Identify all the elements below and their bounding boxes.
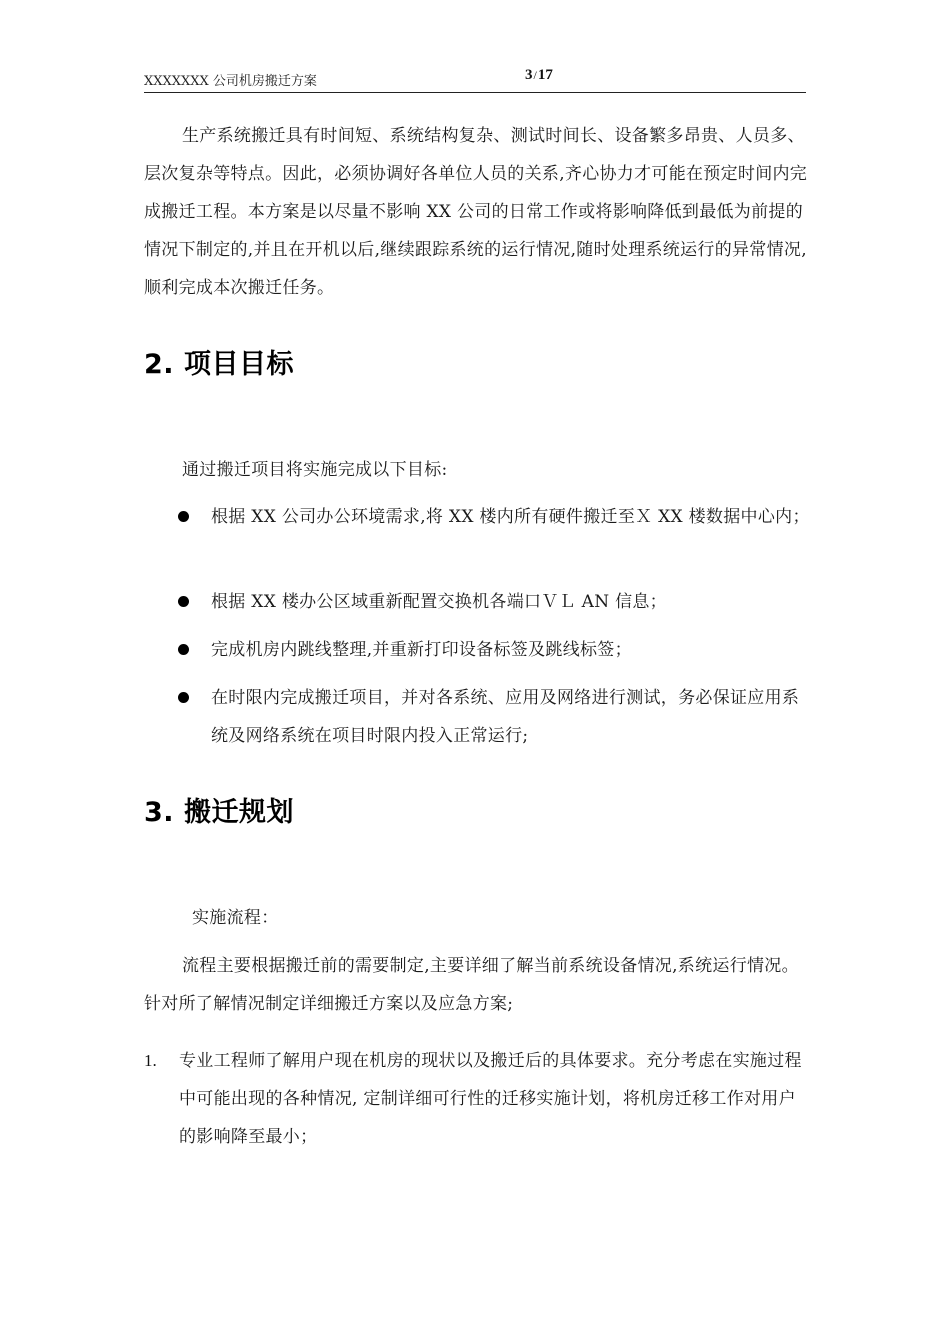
list-item-text: 根据 XX 公司办公环境需求,将 XX 楼内所有硬件搬迁至Ｘ XX 楼数据中心内；: [211, 507, 810, 527]
section-2-lead: 通过搬迁项目将实施完成以下目标:: [182, 460, 448, 480]
page-current: 3: [525, 67, 533, 83]
page-number: [525, 67, 553, 84]
page-separator: /: [533, 68, 537, 82]
bullet-icon: [178, 596, 189, 607]
section-3-paragraph: 流程主要根据搬迁前的需要制定,主要详细了解当前系统设备情况,系统运行情况。针对所了解情况制定详细搬迁方案以及应急方案;: [144, 956, 799, 1014]
section-3-heading: 3. 搬迁规划: [144, 797, 294, 828]
page-total: 17: [537, 67, 553, 83]
intro-paragraph: 生产系统搬迁具有时间短、系统结构复杂、测试时间长、设备繁多昂贵、人员多、层次复杂等特点。因此，必须协调好各单位人员的关系,齐心协力才可能在预定时间内完成搬迁工程。本方案是以尽量不影响 XX 公司的日常工作或将影响降低到最低为前提的情况下制定的,并且在开机以后,继续跟踪系统的运行情况,随时处理系统运行的异常情况,顺利完成本次搬迁任务。: [144, 126, 808, 298]
list-item-text: 专业工程师了解用户现在机房的现状以及搬迁后的具体要求。充分考虑在实施过程中可能出现的各种情况, 定制详细可行性的迁移实施计划，将机房迁移工作对用户的影响降至最小；: [179, 1051, 802, 1147]
list-item-text: 在时限内完成搬迁项目，并对各系统、应用及网络进行测试，务必保证应用系统及网络系统在项目时限内投入正常运行;: [211, 688, 800, 746]
list-number: 1.: [144, 1051, 157, 1070]
page-header: [144, 66, 806, 93]
bullet-icon: [178, 692, 189, 703]
list-item-text: 完成机房内跳线整理,并重新打印设备标签及跳线标签；: [211, 640, 632, 660]
bullet-icon: [178, 511, 189, 522]
section-2-heading: 2. 项目目标: [144, 349, 294, 380]
list-item-text: 根据 XX 楼办公区域重新配置交换机各端口ＶＬ AN 信息；: [211, 592, 667, 612]
section-3-lead: 实施流程：: [192, 908, 279, 928]
bullet-icon: [178, 644, 189, 655]
document-title: XXXXXXX 公司机房搬迁方案: [144, 74, 317, 89]
